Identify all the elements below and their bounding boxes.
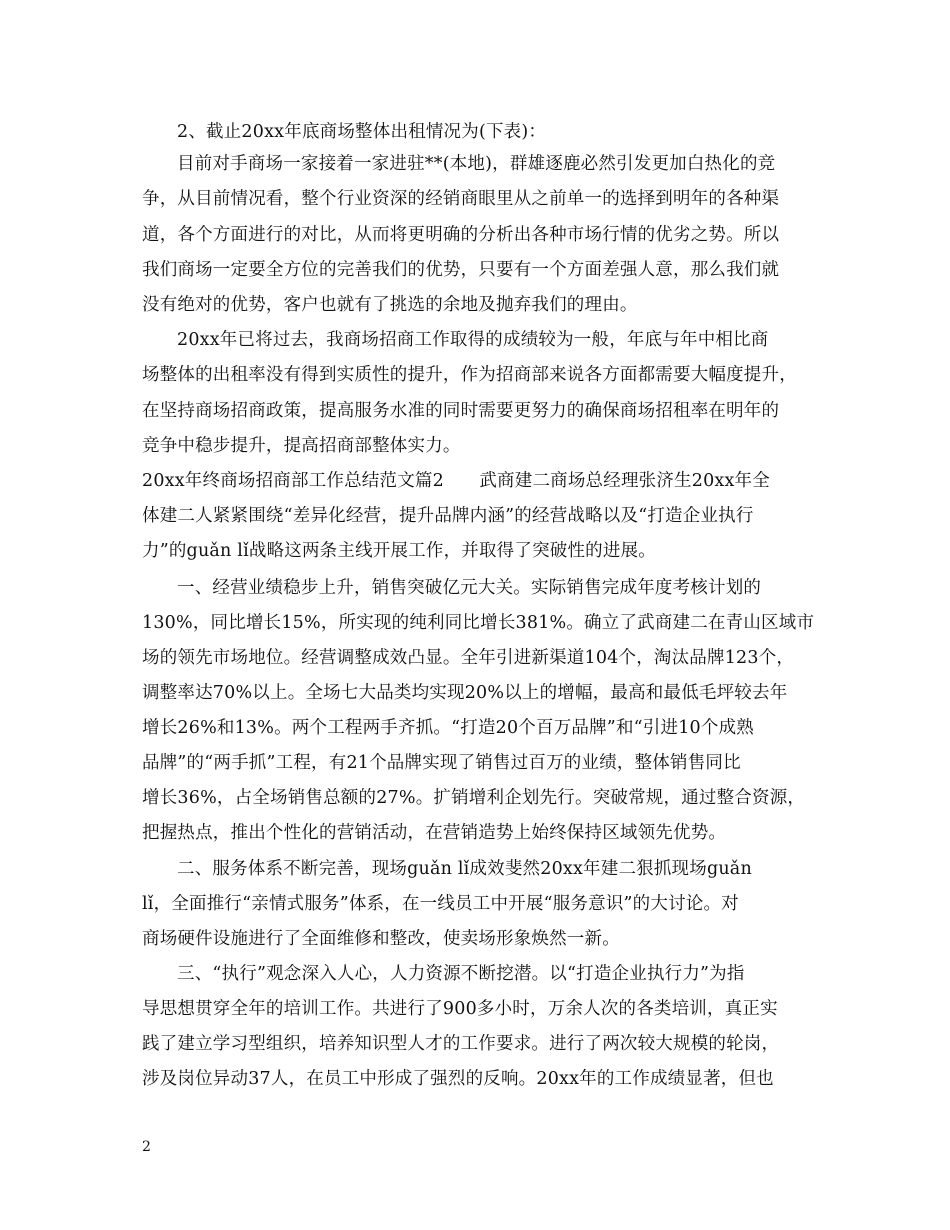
text-line: 20xx年终商场招商部工作总结范文篇2 武商建二商场总经理张济生20xx年全 [142, 471, 770, 491]
text-line: 导思想贯穿全年的培训工作。共进行了900多小时，万余人次的各类培训，真正实 [142, 999, 778, 1019]
text-line: 争，从目前情况看，整个行业资深的经销商眼里从之前单一的选择到明年的各种渠 [142, 189, 780, 209]
text-line: 增长36%，占全场销售总额的27%。扩销增利企划先行。突破常规，通过整合资源， [142, 788, 806, 808]
text-line: 目前对手商场一家接着一家进驻**(本地)，群雄逐鹿必然引发更加白热化的竞 [177, 154, 776, 174]
text-line: 二、服务体系不断完善，现场guǎn lǐ成效斐然20xx年建二狠抓现场guǎn [177, 859, 752, 879]
text-line: 涉及岗位异动37人，在员工中形成了强烈的反响。20xx年的工作成绩显著，但也 [142, 1069, 774, 1089]
text-line: 场的领先市场地位。经营调整成效凸显。全年引进新渠道104个，淘汰品牌123个， [142, 648, 795, 668]
text-line: 力”的guǎn lǐ战略这两条主线开展工作，并取得了突破性的进展。 [142, 541, 656, 561]
text-line: 商场硬件设施进行了全面维修和整改，使卖场形象焕然一新。 [142, 929, 620, 949]
text-line: 品牌”的“两手抓”工程，有21个品牌实现了销售过百万的业绩，整体销售同比 [142, 753, 741, 773]
text-line: 三、“执行”观念深入人心，人力资源不断挖潜。以“打造企业执行力”为指 [177, 964, 745, 984]
text-line: 没有绝对的优势，客户也就有了挑选的余地及抛弃我们的理由。 [142, 295, 638, 315]
text-line: 在坚持商场招商政策，提高服务水准的同时需要更努力的确保商场招租率在明年的 [142, 401, 780, 421]
text-line: 体建二人紧紧围绕“差异化经营，提升品牌内涵”的经营战略以及“打造企业执行 [142, 506, 754, 526]
text-line: 竞争中稳步提升，提高招商部整体实力。 [142, 436, 461, 456]
text-line: 道，各个方面进行的对比，从而将更明确的分析出各种市场行情的优劣之势。所以 [142, 225, 780, 245]
text-line: 增长26%和13%。两个工程两手齐抓。“打造20个百万品牌”和“引进10个成熟 [142, 718, 754, 738]
text-line: 一、经营业绩稳步上升，销售突破亿元大关。实际销售完成年度考核计划的 [177, 578, 762, 598]
text-line: 场整体的出租率没有得到实质性的提升，作为招商部来说各方面都需要大幅度提升， [142, 365, 797, 385]
text-line: 我们商场一定要全方位的完善我们的优势，只要有一个方面差强人意，那么我们就 [142, 260, 780, 280]
text-line: 2、截止20xx年底商场整体出租情况为(下表)： [177, 122, 547, 142]
text-line: 践了建立学习型组织，培养知识型人才的工作要求。进行了两次较大规模的轮岗， [142, 1034, 780, 1054]
text-line: 130%，同比增长15%，所实现的纯利同比增长381%。确立了武商建二在青山区域市 [142, 613, 815, 633]
text-line: 把握热点，推出个性化的营销活动，在营销造势上始终保持区域领先优势。 [142, 823, 727, 843]
text-line: lǐ，全面推行“亲情式服务”体系，在一线员工中开展“服务意识”的大讨论。对 [142, 894, 739, 914]
text-line: 20xx年已将过去，我商场招商工作取得的成绩较为一般，年底与年中相比商 [177, 330, 769, 350]
text-line: 调整率达70%以上。全场七大品类均实现20%以上的增幅，最高和最低毛坪较去年 [142, 683, 788, 703]
page-number: 2 [142, 1139, 151, 1155]
